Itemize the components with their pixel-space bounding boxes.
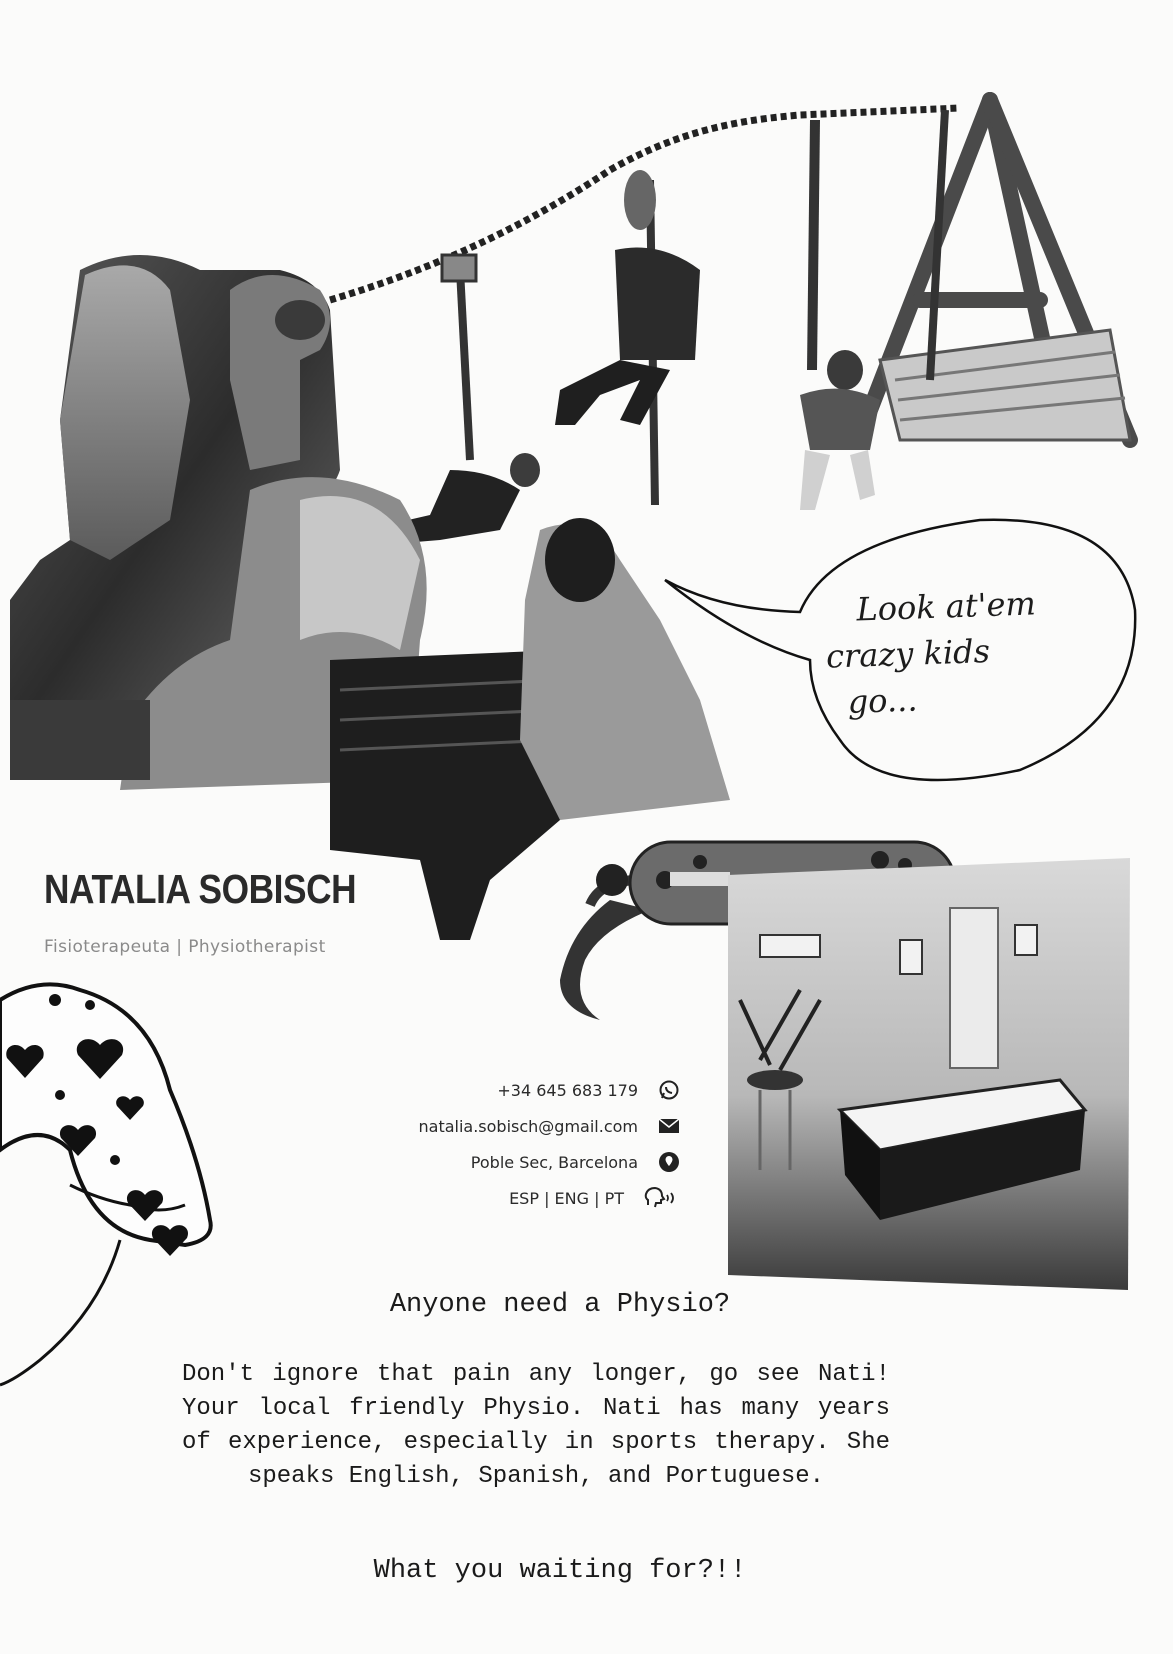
- swinging-kid-right: [800, 350, 880, 510]
- languages-text: ESP | ENG | PT: [509, 1188, 624, 1208]
- speech-bubble-line-1: Look at'em: [855, 584, 1037, 629]
- long-hair: [60, 265, 190, 560]
- phone-number[interactable]: +34 645 683 179: [497, 1080, 638, 1100]
- email-address[interactable]: natalia.sobisch@gmail.com: [418, 1116, 638, 1136]
- location-text: Poble Sec, Barcelona: [470, 1152, 638, 1172]
- practitioner-name: NATALIA SOBISCH: [44, 866, 357, 912]
- heart-creature-drawing: [0, 984, 211, 1385]
- contact-location-row: [290, 1144, 680, 1180]
- contact-languages-row: [290, 1180, 680, 1216]
- practitioner-title: Fisioterapeuta | Physiotherapist: [44, 937, 326, 957]
- speech-bubble-line-3: go...: [847, 680, 919, 721]
- body-paragraph: Don't ignore that pain any longer, go see Nati! Your local friendly Physio. Nati has many years of experience, especially in sports therapy. She speaks English, Spanish, and Portuguese.: [182, 1361, 890, 1490]
- speech-bubble-line-2: crazy kids: [825, 631, 991, 676]
- swinging-kid-middle: [555, 170, 700, 505]
- speech-bubble-text: [825, 578, 1121, 725]
- headline: Anyone need a Physio?: [389, 1290, 731, 1320]
- speaking-head-icon: [644, 1187, 680, 1209]
- photo-treatment-room: [728, 858, 1130, 1290]
- swing-platform: [880, 330, 1130, 440]
- whatsapp-icon: [658, 1079, 680, 1101]
- location-pin-icon: [658, 1151, 680, 1173]
- swoosh-logo: [560, 900, 650, 1020]
- contact-block: [290, 1072, 680, 1216]
- contact-email-row[interactable]: [290, 1108, 680, 1144]
- call-to-action: What you waiting for?!!: [373, 1556, 747, 1586]
- contact-phone-row[interactable]: [290, 1072, 680, 1108]
- envelope-icon: [658, 1115, 680, 1137]
